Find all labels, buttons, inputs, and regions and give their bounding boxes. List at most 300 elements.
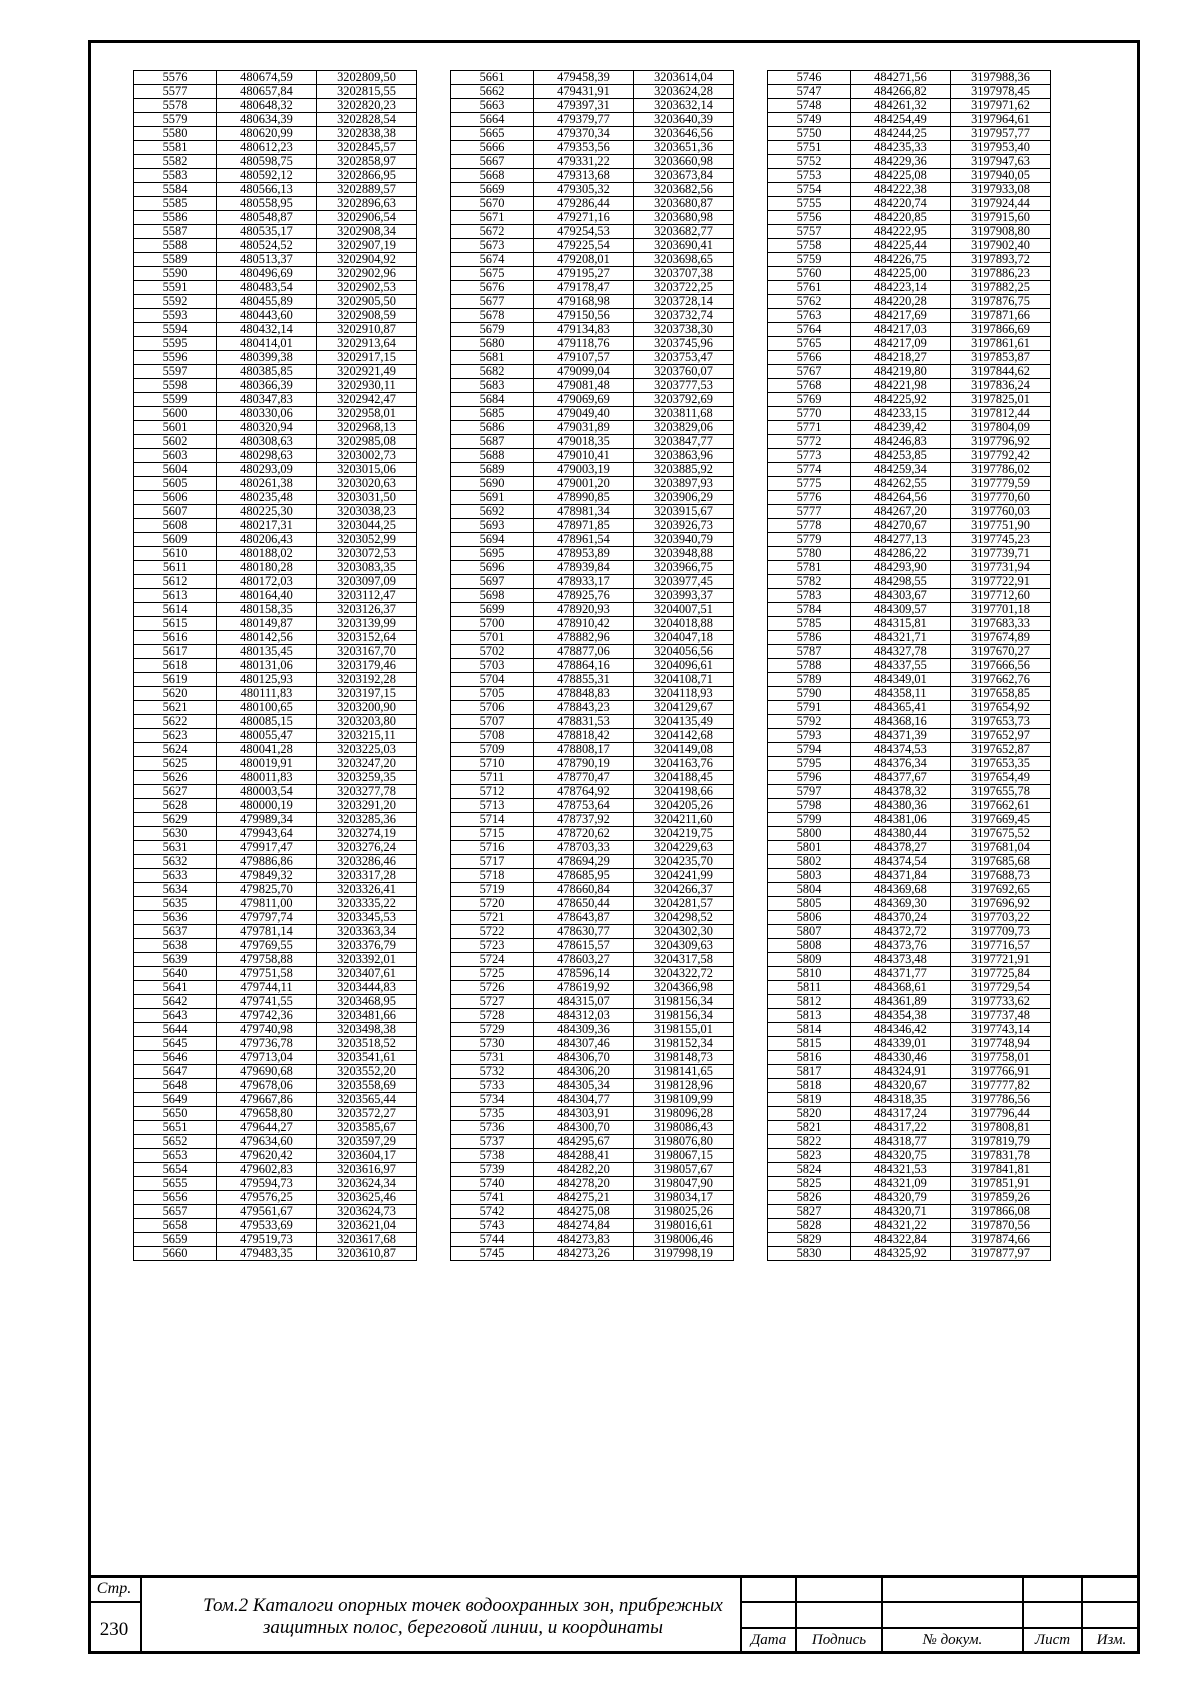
table-row: [451, 155, 734, 169]
y-coordinate: 3203993,37: [634, 589, 734, 603]
table-row: [768, 715, 1051, 729]
y-coordinate: 3203518,52: [317, 1037, 417, 1051]
x-coordinate: 480634,39: [217, 113, 317, 127]
point-number: 5740: [451, 1177, 534, 1191]
x-coordinate: 484317,24: [851, 1107, 951, 1121]
x-coordinate: 480347,83: [217, 393, 317, 407]
table-row: [134, 925, 417, 939]
point-number: 5739: [451, 1163, 534, 1177]
point-number: 5588: [134, 239, 217, 253]
y-coordinate: 3204056,56: [634, 645, 734, 659]
table-row: [768, 463, 1051, 477]
table-row: [768, 99, 1051, 113]
y-coordinate: 3203616,97: [317, 1163, 417, 1177]
table-row: [768, 337, 1051, 351]
y-coordinate: 3203792,69: [634, 393, 734, 407]
table-row: [768, 631, 1051, 645]
table-row: [451, 827, 734, 841]
x-coordinate: 479797,74: [217, 911, 317, 925]
table-row: [451, 771, 734, 785]
y-coordinate: 3198155,01: [634, 1023, 734, 1037]
point-number: 5765: [768, 337, 851, 351]
y-coordinate: 3204281,57: [634, 897, 734, 911]
x-coordinate: 484312,03: [534, 1009, 634, 1023]
document-title-line-2: защитных полос, береговой линии, и координаты: [262, 1617, 663, 1638]
point-number: 5616: [134, 631, 217, 645]
table-row: [134, 827, 417, 841]
y-coordinate: 3203915,67: [634, 505, 734, 519]
y-coordinate: 3198096,28: [634, 1107, 734, 1121]
table-row: [451, 911, 734, 925]
table-row: [768, 295, 1051, 309]
point-number: 5647: [134, 1065, 217, 1079]
point-number: 5771: [768, 421, 851, 435]
x-coordinate: 479533,69: [217, 1219, 317, 1233]
point-number: 5648: [134, 1079, 217, 1093]
table-row: [134, 939, 417, 953]
y-coordinate: 3202910,87: [317, 323, 417, 337]
x-coordinate: 484370,24: [851, 911, 951, 925]
point-number: 5632: [134, 855, 217, 869]
point-number: 5792: [768, 715, 851, 729]
point-number: 5712: [451, 785, 534, 799]
table-row: [768, 1163, 1051, 1177]
point-number: 5730: [451, 1037, 534, 1051]
y-coordinate: 3203624,34: [317, 1177, 417, 1191]
y-coordinate: 3204366,98: [634, 981, 734, 995]
y-coordinate: 3197662,76: [951, 673, 1051, 687]
table-row: [451, 197, 734, 211]
x-coordinate: 479713,04: [217, 1051, 317, 1065]
point-number: 5625: [134, 757, 217, 771]
x-coordinate: 480598,75: [217, 155, 317, 169]
point-number: 5773: [768, 449, 851, 463]
x-coordinate: 480142,56: [217, 631, 317, 645]
point-number: 5610: [134, 547, 217, 561]
table-row: [451, 869, 734, 883]
y-coordinate: 3203728,14: [634, 295, 734, 309]
y-coordinate: 3204018,88: [634, 617, 734, 631]
y-coordinate: 3203617,68: [317, 1233, 417, 1247]
y-coordinate: 3203247,20: [317, 757, 417, 771]
y-coordinate: 3198016,61: [634, 1219, 734, 1233]
x-coordinate: 479690,68: [217, 1065, 317, 1079]
x-coordinate: 480330,06: [217, 407, 317, 421]
table-row: [768, 239, 1051, 253]
table-row: [134, 631, 417, 645]
x-coordinate: 484372,72: [851, 925, 951, 939]
x-coordinate: 479150,56: [534, 309, 634, 323]
point-number: 5618: [134, 659, 217, 673]
y-coordinate: 3203948,88: [634, 547, 734, 561]
x-coordinate: 480019,91: [217, 757, 317, 771]
x-coordinate: 479286,44: [534, 197, 634, 211]
table-row: [768, 925, 1051, 939]
x-coordinate: 484325,92: [851, 1247, 951, 1261]
y-coordinate: 3197760,03: [951, 505, 1051, 519]
y-coordinate: 3197957,77: [951, 127, 1051, 141]
x-coordinate: 479208,01: [534, 253, 634, 267]
table-row: [768, 281, 1051, 295]
point-number: 5769: [768, 393, 851, 407]
table-row: [451, 925, 734, 939]
x-coordinate: 484318,35: [851, 1093, 951, 1107]
x-coordinate: 479003,19: [534, 463, 634, 477]
table-row: [451, 183, 734, 197]
x-coordinate: 479561,67: [217, 1205, 317, 1219]
table-row: [768, 1177, 1051, 1191]
point-number: 5764: [768, 323, 851, 337]
table-row: [768, 127, 1051, 141]
point-number: 5799: [768, 813, 851, 827]
point-number: 5614: [134, 603, 217, 617]
point-number: 5595: [134, 337, 217, 351]
y-coordinate: 3198148,73: [634, 1051, 734, 1065]
y-coordinate: 3202968,13: [317, 421, 417, 435]
table-row: [768, 743, 1051, 757]
table-row: [134, 365, 417, 379]
x-coordinate: 484339,01: [851, 1037, 951, 1051]
x-coordinate: 484229,36: [851, 155, 951, 169]
table-row: [134, 1093, 417, 1107]
y-coordinate: 3203552,20: [317, 1065, 417, 1079]
point-number: 5741: [451, 1191, 534, 1205]
point-number: 5705: [451, 687, 534, 701]
point-number: 5793: [768, 729, 851, 743]
x-coordinate: 480566,13: [217, 183, 317, 197]
x-coordinate: 478990,85: [534, 491, 634, 505]
x-coordinate: 484309,57: [851, 603, 951, 617]
y-coordinate: 3197777,82: [951, 1079, 1051, 1093]
x-coordinate: 478818,42: [534, 729, 634, 743]
x-coordinate: 480293,09: [217, 463, 317, 477]
x-coordinate: 484218,27: [851, 351, 951, 365]
table-row: [451, 1107, 734, 1121]
y-coordinate: 3203558,69: [317, 1079, 417, 1093]
y-coordinate: 3203203,80: [317, 715, 417, 729]
x-coordinate: 484315,07: [534, 995, 634, 1009]
y-coordinate: 3203610,87: [317, 1247, 417, 1261]
x-coordinate: 484354,38: [851, 1009, 951, 1023]
point-number: 5629: [134, 813, 217, 827]
x-coordinate: 484320,67: [851, 1079, 951, 1093]
point-number: 5742: [451, 1205, 534, 1219]
x-coordinate: 484321,71: [851, 631, 951, 645]
point-number: 5663: [451, 99, 534, 113]
page-number: 230: [99, 1619, 129, 1640]
table-row: [768, 575, 1051, 589]
point-number: 5583: [134, 169, 217, 183]
point-number: 5805: [768, 897, 851, 911]
point-number: 5749: [768, 113, 851, 127]
x-coordinate: 480135,45: [217, 645, 317, 659]
point-number: 5822: [768, 1135, 851, 1149]
table-row: [134, 85, 417, 99]
point-number: 5699: [451, 603, 534, 617]
x-coordinate: 479736,78: [217, 1037, 317, 1051]
table-row: [451, 71, 734, 85]
table-row: [768, 603, 1051, 617]
point-number: 5776: [768, 491, 851, 505]
table-row: [768, 155, 1051, 169]
point-number: 5600: [134, 407, 217, 421]
point-number: 5623: [134, 729, 217, 743]
point-number: 5796: [768, 771, 851, 785]
point-number: 5605: [134, 477, 217, 491]
point-number: 5802: [768, 855, 851, 869]
y-coordinate: 3203811,68: [634, 407, 734, 421]
table-row: [134, 1205, 417, 1219]
table-row: [134, 337, 417, 351]
table-row: [134, 351, 417, 365]
x-coordinate: 484253,85: [851, 449, 951, 463]
point-number: 5781: [768, 561, 851, 575]
point-number: 5808: [768, 939, 851, 953]
x-coordinate: 484317,22: [851, 1121, 951, 1135]
table-row: [451, 575, 734, 589]
point-number: 5731: [451, 1051, 534, 1065]
table-row: [768, 1205, 1051, 1219]
y-coordinate: 3197758,01: [951, 1051, 1051, 1065]
table-row: [768, 435, 1051, 449]
point-number: 5713: [451, 799, 534, 813]
y-coordinate: 3204229,63: [634, 841, 734, 855]
y-coordinate: 3203722,25: [634, 281, 734, 295]
table-row: [768, 225, 1051, 239]
table-row: [768, 309, 1051, 323]
table-row: [451, 505, 734, 519]
table-row: [768, 799, 1051, 813]
table-row: [768, 491, 1051, 505]
x-coordinate: 479353,56: [534, 141, 634, 155]
table-row: [134, 841, 417, 855]
y-coordinate: 3197748,94: [951, 1037, 1051, 1051]
y-coordinate: 3203276,24: [317, 841, 417, 855]
x-coordinate: 478643,87: [534, 911, 634, 925]
x-coordinate: 484239,42: [851, 421, 951, 435]
x-coordinate: 478877,06: [534, 645, 634, 659]
x-coordinate: 479431,91: [534, 85, 634, 99]
x-coordinate: 479811,00: [217, 897, 317, 911]
table-row: [451, 253, 734, 267]
x-coordinate: 484320,75: [851, 1149, 951, 1163]
y-coordinate: 3202902,53: [317, 281, 417, 295]
x-coordinate: 484246,83: [851, 435, 951, 449]
y-coordinate: 3204266,37: [634, 883, 734, 897]
y-coordinate: 3202889,57: [317, 183, 417, 197]
point-number: 5654: [134, 1163, 217, 1177]
y-coordinate: 3202858,97: [317, 155, 417, 169]
point-number: 5688: [451, 449, 534, 463]
y-coordinate: 3198152,34: [634, 1037, 734, 1051]
table-row: [768, 547, 1051, 561]
point-number: 5803: [768, 869, 851, 883]
y-coordinate: 3204205,26: [634, 799, 734, 813]
x-coordinate: 484371,77: [851, 967, 951, 981]
x-coordinate: 480206,43: [217, 533, 317, 547]
x-coordinate: 478615,57: [534, 939, 634, 953]
table-row: [768, 1079, 1051, 1093]
y-coordinate: 3203863,96: [634, 449, 734, 463]
point-number: 5770: [768, 407, 851, 421]
y-coordinate: 3203031,50: [317, 491, 417, 505]
table-row: [451, 617, 734, 631]
y-coordinate: 3203083,35: [317, 561, 417, 575]
point-number: 5780: [768, 547, 851, 561]
point-number: 5753: [768, 169, 851, 183]
y-coordinate: 3202917,15: [317, 351, 417, 365]
y-coordinate: 3198076,80: [634, 1135, 734, 1149]
y-coordinate: 3203376,79: [317, 939, 417, 953]
y-coordinate: 3197844,62: [951, 365, 1051, 379]
x-coordinate: 484369,30: [851, 897, 951, 911]
y-coordinate: 3197675,52: [951, 827, 1051, 841]
point-number: 5667: [451, 155, 534, 169]
table-row: [768, 785, 1051, 799]
table-row: [768, 477, 1051, 491]
y-coordinate: 3197874,66: [951, 1233, 1051, 1247]
x-coordinate: 480455,89: [217, 295, 317, 309]
x-coordinate: 480592,12: [217, 169, 317, 183]
point-number: 5602: [134, 435, 217, 449]
x-coordinate: 484337,55: [851, 659, 951, 673]
point-number: 5719: [451, 883, 534, 897]
point-number: 5795: [768, 757, 851, 771]
point-number: 5696: [451, 561, 534, 575]
point-number: 5700: [451, 617, 534, 631]
table-row: [134, 421, 417, 435]
x-coordinate: 484369,68: [851, 883, 951, 897]
point-number: 5615: [134, 617, 217, 631]
point-number: 5680: [451, 337, 534, 351]
point-number: 5607: [134, 505, 217, 519]
table-row: [134, 673, 417, 687]
point-number: 5702: [451, 645, 534, 659]
table-row: [134, 225, 417, 239]
table-row: [451, 1093, 734, 1107]
point-number: 5736: [451, 1121, 534, 1135]
y-coordinate: 3197947,63: [951, 155, 1051, 169]
y-coordinate: 3202913,64: [317, 337, 417, 351]
x-coordinate: 484277,13: [851, 533, 951, 547]
y-coordinate: 3197666,56: [951, 659, 1051, 673]
y-coordinate: 3203020,63: [317, 477, 417, 491]
x-coordinate: 479602,83: [217, 1163, 317, 1177]
x-coordinate: 484321,53: [851, 1163, 951, 1177]
x-coordinate: 484371,84: [851, 869, 951, 883]
x-coordinate: 480000,19: [217, 799, 317, 813]
x-coordinate: 478703,33: [534, 841, 634, 855]
point-number: 5622: [134, 715, 217, 729]
y-coordinate: 3203197,15: [317, 687, 417, 701]
y-coordinate: 3197733,62: [951, 995, 1051, 1009]
x-coordinate: 484303,67: [851, 589, 951, 603]
x-coordinate: 479099,04: [534, 365, 634, 379]
x-coordinate: 484278,20: [534, 1177, 634, 1191]
x-coordinate: 480125,93: [217, 673, 317, 687]
table-row: [768, 1233, 1051, 1247]
table-row: [134, 1233, 417, 1247]
point-number: 5673: [451, 239, 534, 253]
y-coordinate: 3202921,49: [317, 365, 417, 379]
y-coordinate: 3203624,28: [634, 85, 734, 99]
y-coordinate: 3197696,92: [951, 897, 1051, 911]
table-row: [134, 519, 417, 533]
point-number: 5757: [768, 225, 851, 239]
x-coordinate: 484225,92: [851, 393, 951, 407]
point-number: 5585: [134, 197, 217, 211]
y-coordinate: 3198006,46: [634, 1233, 734, 1247]
y-coordinate: 3197796,92: [951, 435, 1051, 449]
x-coordinate: 480674,59: [217, 71, 317, 85]
point-number: 5759: [768, 253, 851, 267]
x-coordinate: 478630,77: [534, 925, 634, 939]
y-coordinate: 3197915,60: [951, 211, 1051, 225]
table-row: [451, 281, 734, 295]
x-coordinate: 484371,39: [851, 729, 951, 743]
x-coordinate: 478603,27: [534, 953, 634, 967]
x-coordinate: 484361,89: [851, 995, 951, 1009]
table-row: [134, 1023, 417, 1037]
point-number: 5813: [768, 1009, 851, 1023]
point-number: 5692: [451, 505, 534, 519]
x-coordinate: 480180,28: [217, 561, 317, 575]
x-coordinate: 484266,82: [851, 85, 951, 99]
y-coordinate: 3203966,75: [634, 561, 734, 575]
x-coordinate: 484271,56: [851, 71, 951, 85]
x-coordinate: 480432,14: [217, 323, 317, 337]
point-number: 5634: [134, 883, 217, 897]
table-row: [768, 939, 1051, 953]
x-coordinate: 478770,47: [534, 771, 634, 785]
table-row: [768, 729, 1051, 743]
table-row: [768, 351, 1051, 365]
point-number: 5726: [451, 981, 534, 995]
y-coordinate: 3198025,26: [634, 1205, 734, 1219]
table-row: [768, 519, 1051, 533]
table-row: [768, 393, 1051, 407]
y-coordinate: 3203002,73: [317, 449, 417, 463]
y-coordinate: 3204219,75: [634, 827, 734, 841]
point-number: 5797: [768, 785, 851, 799]
y-coordinate: 3197882,25: [951, 281, 1051, 295]
table-row: [451, 379, 734, 393]
point-number: 5640: [134, 967, 217, 981]
x-coordinate: 480385,85: [217, 365, 317, 379]
table-row: [768, 673, 1051, 687]
y-coordinate: 3203777,53: [634, 379, 734, 393]
table-row: [134, 757, 417, 771]
x-coordinate: 478720,62: [534, 827, 634, 841]
point-number: 5814: [768, 1023, 851, 1037]
y-coordinate: 3204302,30: [634, 925, 734, 939]
x-coordinate: 484304,77: [534, 1093, 634, 1107]
y-coordinate: 3203646,56: [634, 127, 734, 141]
table-row: [451, 449, 734, 463]
table-row: [134, 393, 417, 407]
x-coordinate: 484303,91: [534, 1107, 634, 1121]
header-doc-no: № докум.: [922, 1632, 983, 1648]
point-number: 5710: [451, 757, 534, 771]
table-row: [451, 309, 734, 323]
x-coordinate: 479751,58: [217, 967, 317, 981]
point-number: 5717: [451, 855, 534, 869]
point-number: 5591: [134, 281, 217, 295]
x-coordinate: 479195,27: [534, 267, 634, 281]
point-number: 5652: [134, 1135, 217, 1149]
document-title: [148, 1595, 778, 1639]
table-row: [768, 1023, 1051, 1037]
